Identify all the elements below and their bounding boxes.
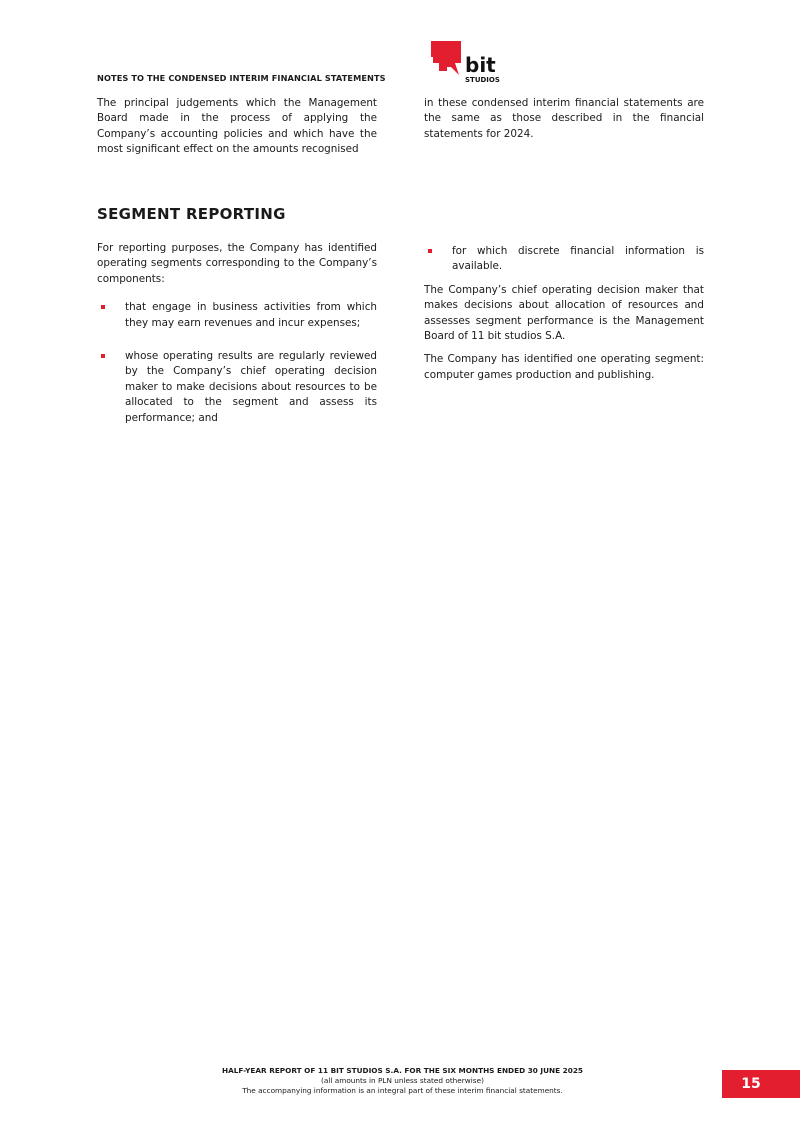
intro-right: in these condensed interim financial statements are the same as those described in the financial statements for 2024.	[424, 97, 704, 140]
right-column	[424, 244, 704, 383]
section-title: SEGMENT REPORTING	[97, 205, 286, 223]
page-number: 15	[722, 1070, 800, 1098]
footer	[200, 1066, 605, 1096]
intro-left: The principal judgements which the Management Board made in the process of applying the Company’s accounting policies and which have the most significant effect on the amounts recognised	[97, 97, 377, 156]
left-column	[97, 241, 377, 426]
lead-paragraph: For reporting purposes, the Company has identified operating segments corresponding to the Company’s components:	[97, 242, 377, 285]
bullet-item: for which discrete financial information is available.	[424, 244, 704, 275]
segment-paragraph: The Company has identified one operating segment: computer games production and publishing.	[424, 353, 704, 381]
section-header: NOTES TO THE CONDENSED INTERIM FINANCIAL STATEMENTS	[97, 73, 386, 83]
svg-text:STUDIOS: STUDIOS	[465, 76, 500, 84]
footer-disclaimer: The accompanying information is an integral part of these interim financial statements.	[242, 1086, 563, 1095]
footer-title: HALF-YEAR REPORT OF 11 BIT STUDIOS S.A. FOR THE SIX MONTHS ENDED 30 JUNE 2025	[222, 1066, 583, 1075]
footer-note: (all amounts in PLN unless stated otherwise)	[321, 1076, 484, 1085]
decision-maker-paragraph: The Company’s chief operating decision maker that makes decisions about allocation of resources and assesses segment performance is the Management Board of 11 bit studios S.A.	[424, 283, 704, 343]
bullet-item: that engage in business activities from which they may earn revenues and incur expenses;	[97, 300, 377, 331]
company-logo	[429, 41, 505, 85]
bullet-item: whose operating results are regularly reviewed by the Company’s chief operating decision maker to make decisions about resources to be allocated to the segment and assess its performance; and	[97, 349, 377, 426]
svg-text:bit: bit	[465, 53, 496, 77]
